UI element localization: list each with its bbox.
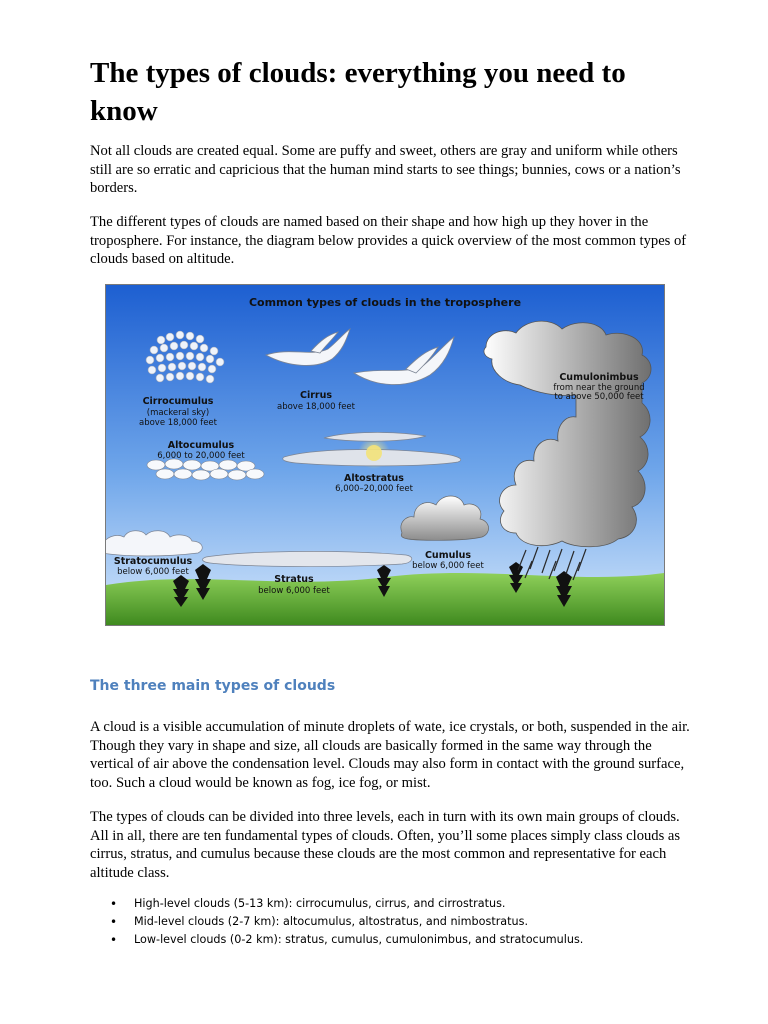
cirrocumulus-altitude: above 18,000 feet	[139, 418, 217, 428]
altocumulus-altitude: 6,000 to 20,000 feet	[157, 451, 245, 461]
cumulonimbus-altitude-line1: from near the ground	[553, 383, 645, 393]
altostratus-altitude: 6,000–20,000 feet	[335, 484, 413, 494]
cirrus-altitude: above 18,000 feet	[277, 402, 355, 412]
cirrocumulus-label: Cirrocumulus	[142, 396, 214, 407]
cloud-types-diagram	[105, 284, 665, 626]
definition-paragraph: A cloud is a visible accumulation of minute droplets of wate, ice crystals, or both, suspended in the air. Though they vary in shape and size, all clouds are basically formed in the same way through the vertical of air above the condensation level. Clouds may also form in contact with the ground surface, too. Such a cloud would be known as fog, ice fog, or mist.	[90, 719, 690, 791]
diagram-canvas	[106, 285, 664, 625]
altostratus-label: Altostratus	[344, 473, 404, 484]
article-title: The types of clouds: everything you need to know	[90, 57, 626, 127]
diagram-title: Common types of clouds in the troposphere	[248, 296, 522, 309]
altocumulus-label: Altocumulus	[167, 440, 235, 451]
cirrus-label: Cirrus	[299, 390, 333, 401]
stratocumulus-label: Stratocumulus	[113, 556, 193, 567]
cumulus-label: Cumulus	[424, 550, 472, 561]
stratocumulus-altitude: below 6,000 feet	[117, 567, 189, 577]
stratus-cloud	[203, 551, 412, 566]
cloud-levels-list	[110, 895, 583, 949]
list-item-low-level: • Low-level clouds (0-2 km): stratus, cumulus, cumulonimbus, and stratocumulus.	[110, 931, 583, 949]
cumulus-altitude: below 6,000 feet	[412, 561, 484, 571]
overview-paragraph: The different types of clouds are named based on their shape and how high up they hover in the troposphere. For instance, the diagram below provides a quick overview of the most common types of clouds based on altitude.	[90, 214, 687, 267]
sun	[366, 445, 382, 461]
stratus-label: Stratus	[274, 574, 314, 585]
list-item-high-level: • High-level clouds (5-13 km): cirrocumulus, cirrus, and cirrostratus.	[110, 895, 583, 913]
intro-paragraph: Not all clouds are created equal. Some are puffy and sweet, others are gray and uniform while others still are so erratic and capricious that the human mind starts to see things; bunnies, cows or a nation’s borders.	[90, 143, 681, 196]
cumulonimbus-label: Cumulonimbus	[559, 372, 639, 383]
levels-paragraph: The types of clouds can be divided into three levels, each in turn with its own main groups of clouds. All in all, there are ten fundamental types of clouds. Often, you’ll some places simply class clouds as cirrus, stratus, and cumulus because these clouds are the most common and representative for each altitude class.	[90, 809, 681, 881]
list-item-mid-level: • Mid-level clouds (2-7 km): altocumulus, altostratus, and nimbostratus.	[110, 913, 583, 931]
section-heading: The three main types of clouds	[90, 678, 336, 694]
cirrocumulus-note: (mackeral sky)	[146, 408, 210, 418]
cumulonimbus-altitude-line2: to above 50,000 feet	[554, 392, 644, 402]
stratus-altitude: below 6,000 feet	[258, 586, 330, 596]
